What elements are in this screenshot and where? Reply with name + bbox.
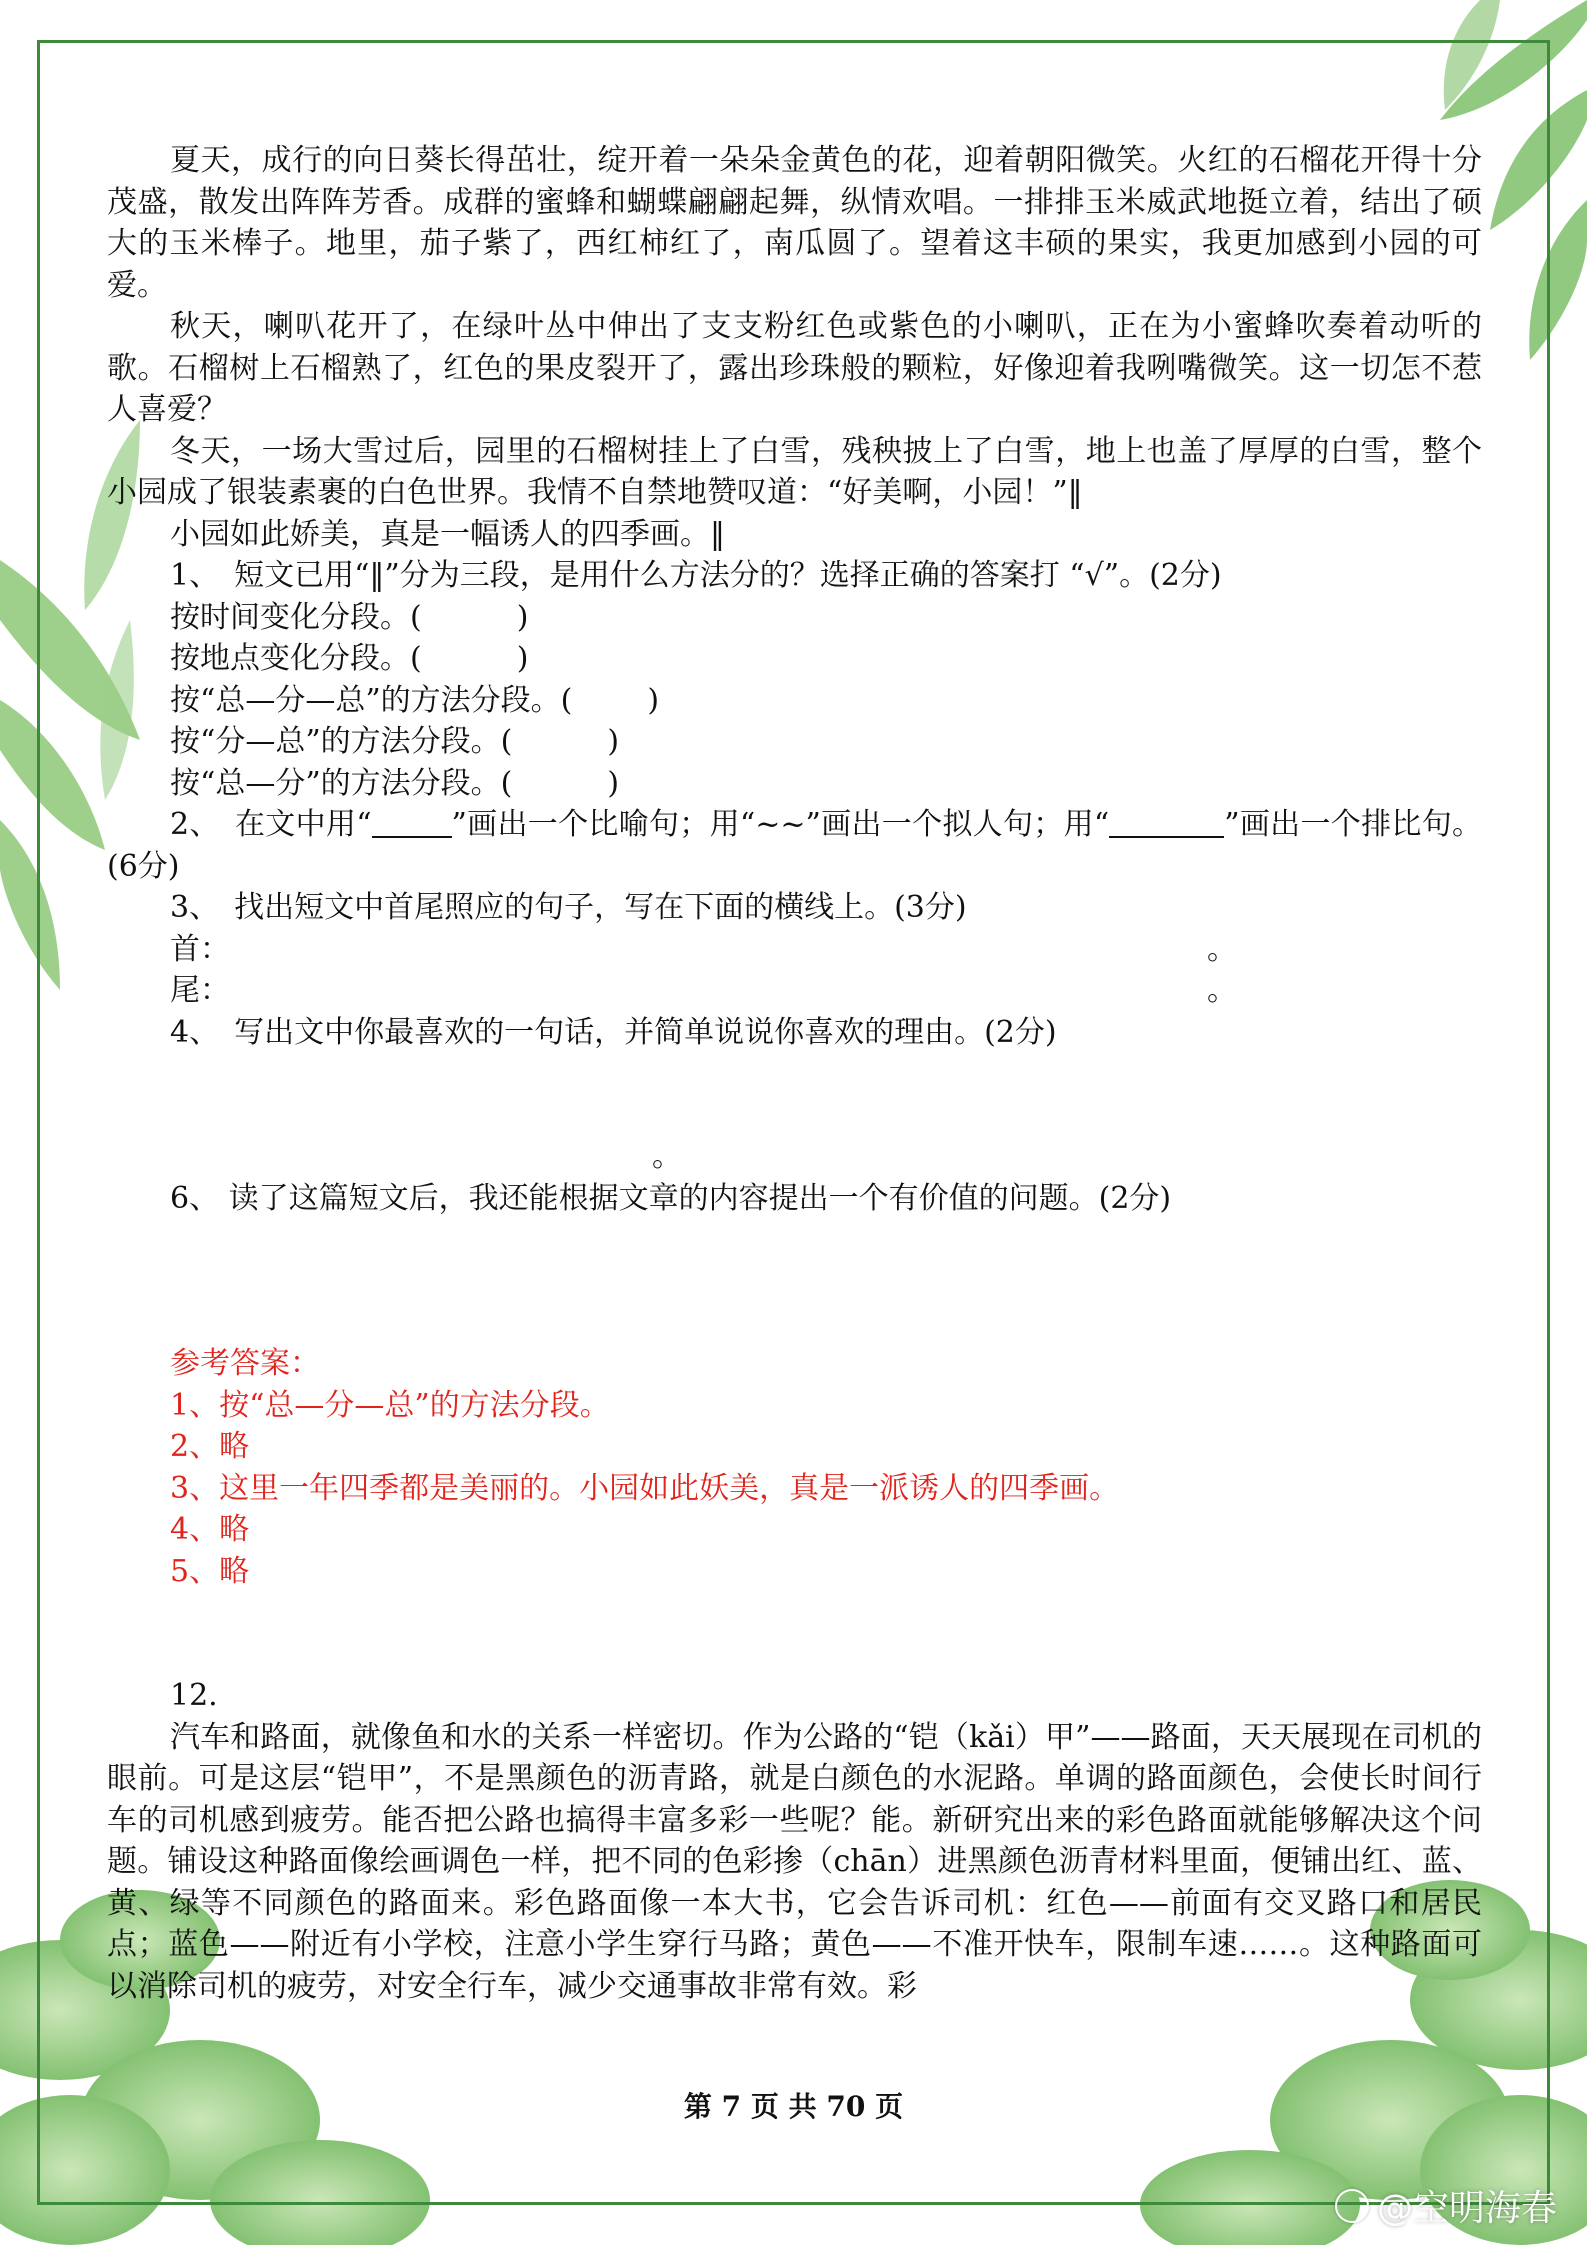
- answer-item: 3、这里一年四季都是美丽的。小园如此妖美，真是一派诱人的四季画。: [170, 1470, 1120, 1506]
- q1-option: 按地点变化分段。( ): [170, 641, 529, 676]
- q3-head-line: 首： 。: [170, 931, 1237, 967]
- q1-option: 按“分—总”的方法分段。( ): [170, 724, 620, 759]
- underline-blank: [372, 808, 452, 838]
- answer-item: 5、略: [170, 1553, 250, 1589]
- paragraph-winter: 冬天，一场大雪过后，园里的石榴树挂上了白雪，残秧披上了白雪，地上也盖了厚厚的白雪，整个小园成了银装素裹的白色世界。我情不自禁地赞叹道：“好美啊，小园！”‖: [107, 433, 1482, 510]
- q1-option: 按时间变化分段。( ): [170, 599, 529, 635]
- paragraph-ending: 小园如此娇美，真是一幅诱人的四季画。‖: [170, 516, 725, 552]
- underline-blank: [1109, 808, 1224, 838]
- paragraph-autumn: 秋天，喇叭花开了，在绿叶丛中伸出了支支粉红色或紫色的小喇叭，正在为小蜜蜂吹奏着动听的歌。石榴树上石榴熟了，红色的果皮裂开了，露出珍珠般的颗粒，好像迎着我咧嘴微笑。这一切怎不惹人喜爱？: [107, 309, 1482, 427]
- watermark-logo-icon: [1335, 2189, 1369, 2223]
- question-3: 3、 找出短文中首尾照应的句子，写在下面的横线上。(3分): [170, 890, 967, 925]
- question-4: 4、 写出文中你最喜欢的一句话，并简单说说你喜欢的理由。(2分): [170, 1014, 1057, 1050]
- q1-option: 按“总—分—总”的方法分段。( ): [170, 682, 660, 718]
- answer-item: 1、按“总—分—总”的方法分段。: [170, 1387, 610, 1423]
- page-number: 第 7 页 共 70 页: [683, 2090, 904, 2123]
- document-body: [107, 140, 1482, 2004]
- answers-heading: 参考答案：: [170, 1346, 320, 1381]
- watermark: @空明海春: [1335, 2180, 1557, 2231]
- question-2: 2、 在文中用“ ”画出一个比喻句；用“~~”画出一个拟人句；用“ ”画出一个排比句。(6分): [107, 807, 1482, 884]
- question-6: 6、 读了这篇短文后，我还能根据文章的内容提出一个有价值的问题。(2分): [170, 1180, 1172, 1216]
- passage-number: 12.: [170, 1678, 218, 1713]
- q4-answer-end: 。: [652, 1139, 682, 1174]
- answer-item: 4、略: [170, 1512, 250, 1547]
- paragraph-summer: 夏天，成行的向日葵长得茁壮，绽开着一朵朵金黄色的花，迎着朝阳微笑。火红的石榴花开得十分茂盛，散发出阵阵芳香。成群的蜜蜂和蝴蝶翩翩起舞，纵情欢唱。一排排玉米威武地挺立着，结出了硕大的玉米棒子。地里，茄子紫了，西红柿红了，南瓜圆了。望着这丰硕的果实，我更加感到小园的可爱。: [107, 143, 1482, 303]
- answer-item: 2、略: [170, 1429, 250, 1464]
- q1-option: 按“总—分”的方法分段。( ): [170, 765, 620, 801]
- q3-tail-line: 尾： 。: [170, 973, 1237, 1008]
- question-1: 1、 短文已用“‖”分为三段，是用什么方法分的？选择正确的答案打 “√”。(2分): [170, 558, 1222, 593]
- paragraph-road: 汽车和路面，就像鱼和水的关系一样密切。作为公路的“铠（kǎi）甲”——路面，天天展现在司机的眼前。可是这层“铠甲”，不是黑颜色的沥青路，就是白颜色的水泥路。单调的路面颜色，会使长时间行车的司机感到疲劳。能否把公路也搞得丰富多彩一些呢？能。新研究出来的彩色路面就能够解决这个问题。铺设这种路面像绘画调色一样，把不同的色彩掺（chān）进黑颜色沥青材料里面，便铺出红、蓝、黄、绿等不同颜色的路面来。彩色路面像一本大书，它会告诉司机：红色——前面有交叉路口和居民点；蓝色——附近有小学校，注意小学生穿行马路；黄色——不准开快车，限制车速……。这种路面可以消除司机的疲劳，对安全行车，减少交通事故非常有效。彩: [107, 1719, 1482, 2004]
